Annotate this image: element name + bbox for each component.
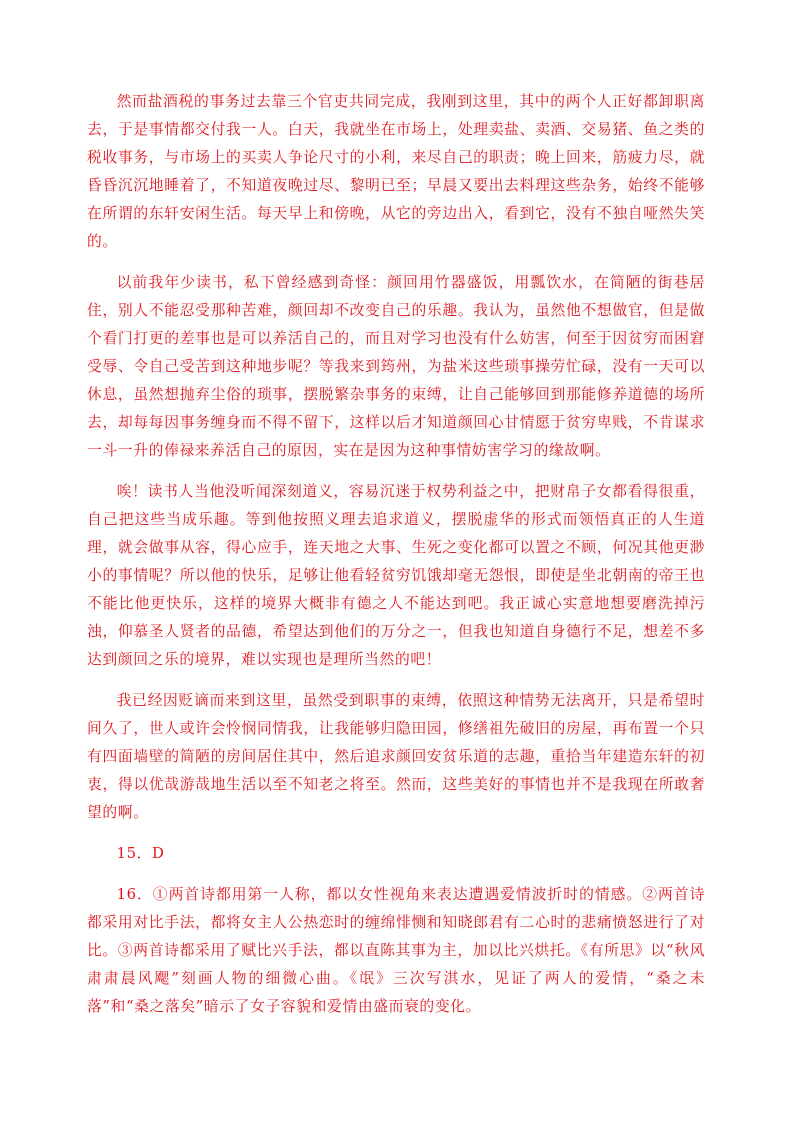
paragraph-exile-hope: 我已经因贬谪而来到这里，虽然受到职事的束缚，依照这种情势无法离开，只是希望时间久了，世人或许会怜悯同情我，让我能够归隐田园，修缮祖先破旧的房屋，再布置一个只有四面墙壁的简陋的房间居住其中，然后追求颜回安贫乐道的志趣，重拾当年建造东轩的初衷，得以优哉游哉地生活以至不知老之将至。然而，这些美好的事情也并不是我现在所敢奢望的啊。 <box>87 692 705 821</box>
paragraph-scholar-joy: 唉！读书人当他没听闻深刻道义，容易沉迷于权势利益之中，把财帛子女都看得很重，自己把这些当成乐趣。等到他按照义理去追求道义，摆脱虚华的形式而领悟真正的人生道理，就会做事从容，得心应手，连天地之大事、生死之变化都可以置之不顾，何况其他更渺小的事情呢？所以他的快乐，足够让他看轻贫穷饥饿却毫无怨恨，即使是坐北朝南的帝王也不能比他更快乐，这样的境界大概非有德之人不能达到吧。我正诚心实意地想要磨洗掉污浊，仰慕圣人贤者的品德，希望达到他们的万分之一，但我也知道自身德行不足，想差不多达到颜回之乐的境界，难以实现也是理所当然的吧！ <box>87 483 705 668</box>
answer-16: 16．①两首诗都用第一人称，都以女性视角来表达遭遇爱情波折时的情感。②两首诗都采用对比手法，都将女主人公热恋时的缠绵悱恻和知晓郎君有二心时的悲痛愤怒进行了对比。③两首诗都采用了赋比兴手法，都以直陈其事为主，加以比兴烘托。《有所思》以“秋风肃肃晨风飔”刻画人物的细微心曲。《氓》三次写淇水，见证了两人的爱情，“桑之未落”和“桑之落矣”暗示了女子容貌和爱情由盛而衰的变化。 <box>87 886 705 1015</box>
paragraph-salt-wine-tax: 然而盐酒税的事务过去靠三个官吏共同完成，我刚到这里，其中的两个人正好都卸职离去，于是事情都交付我一人。白天，我就坐在市场上，处理卖盐、卖酒、交易猪、鱼之类的税收事务，与市场上的买卖人争论尺寸的小利，来尽自己的职责；晚上回来，筋疲力尽，就昏昏沉沉地睡着了，不知道夜晚过尽、黎明已至；早晨又要出去料理这些杂务，始终不能够在所谓的东轩安闲生活。每天早上和傍晚，从它的旁边出入，看到它，没有不独自哑然失笑的。 <box>87 93 705 250</box>
paragraph-yan-hui-reflection: 以前我年少读书，私下曾经感到奇怪：颜回用竹器盛饭，用瓢饮水，在简陋的街巷居住，别人不能忍受那种苦难，颜回却不改变自己的乐趣。我认为，虽然他不想做官，但是做个看门打更的差事也是可以养活自己的，而且对学习也没有什么妨害，何至于因贫穷而困窘受辱、令自己受苦到这种地步呢？等我来到筠州，为盐米这些琐事操劳忙碌，没有一天可以休息，虽然想抛弃尘俗的琐事，摆脱繁杂事务的束缚，让自己能够回到那能修养道德的场所去，却每每因事务缠身而不得不留下，这样以后才知道颜回心甘情愿于贫穷卑贱，不肯谋求一斗一升的俸禄来养活自己的原因，实在是因为这种事情妨害学习的缘故啊。 <box>87 274 705 459</box>
answer-15: 15．D <box>116 845 165 862</box>
